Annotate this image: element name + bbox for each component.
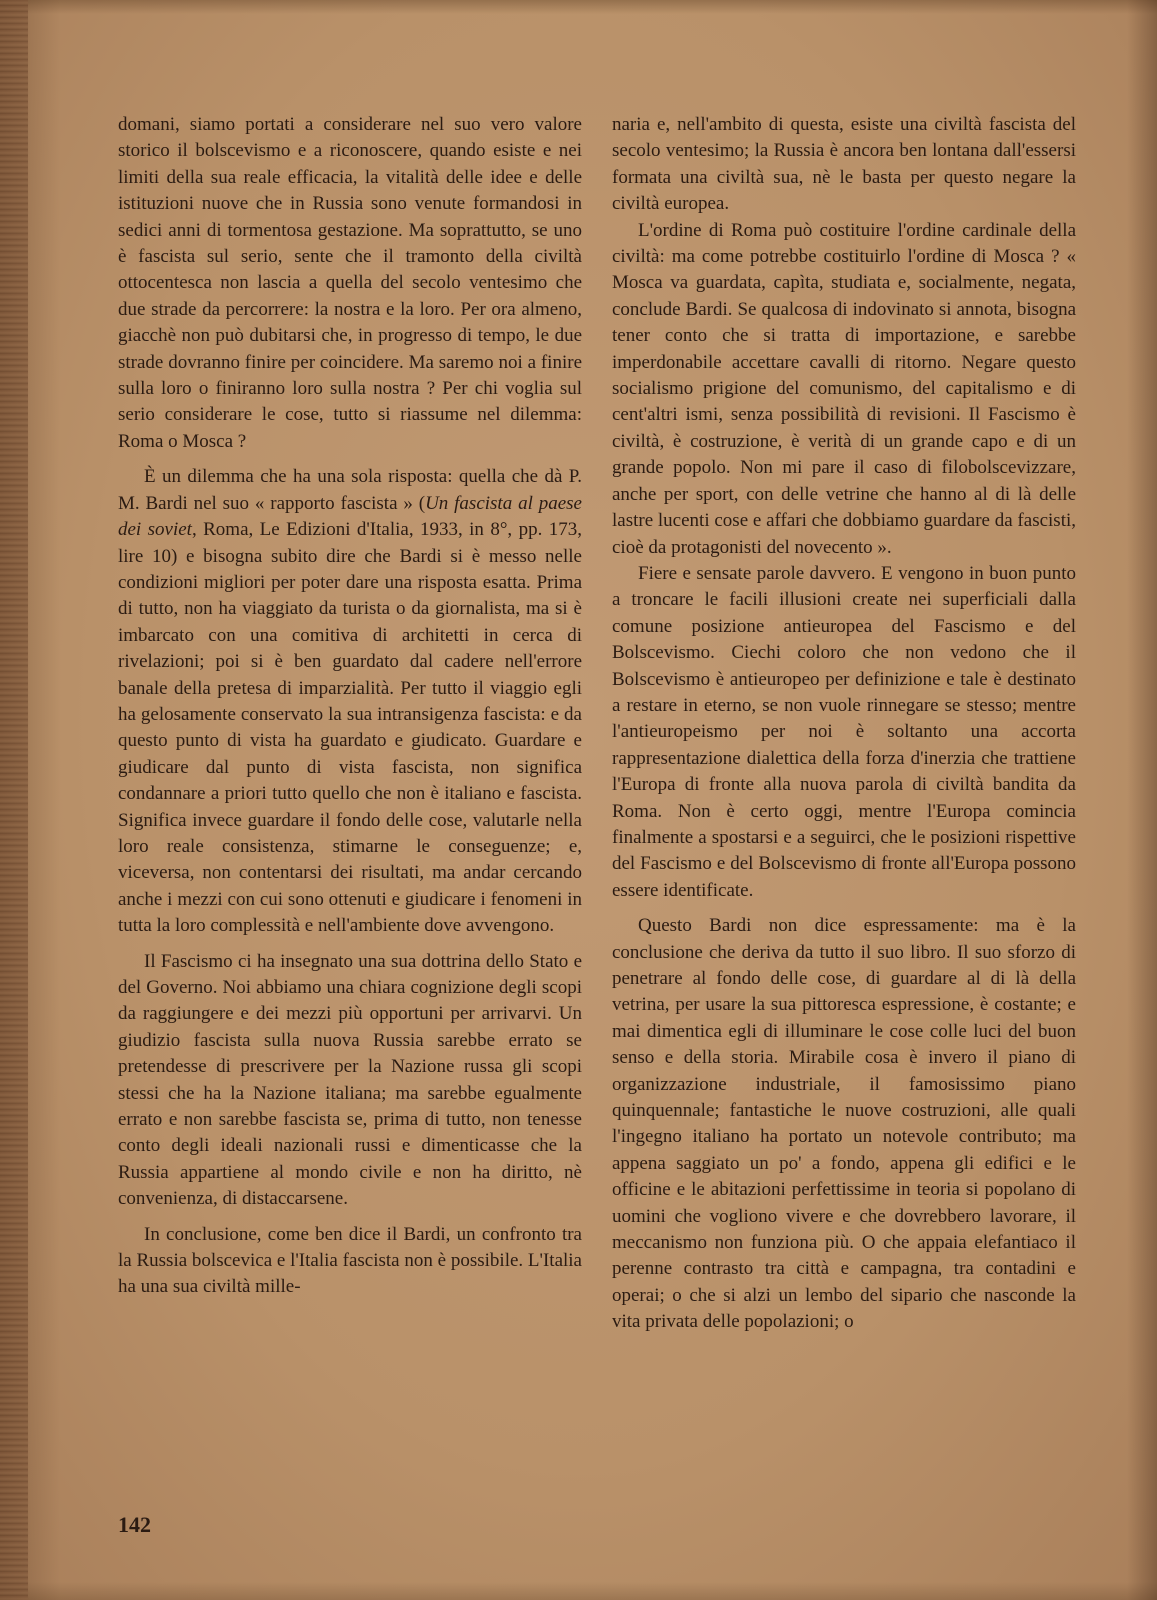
paragraph-text: , Roma, Le Edizioni d'Italia, 1933, in 8°, pp. 173, lire 10) e bisogna subito dire che Bardi si è messo nelle condizioni migliori per poter dare una risposta esatta. Prima di tutto, non ha viaggiato da turista o da giornalista, ma si è imbarcato con una comitiva di architetti in cerca di rivelazioni; poi si è ben guardato dal cadere nell'errore banale della pretesa di imparzialità. Per tutto il viaggio egli ha gelosamente conservato la sua intransigenza fascista: e da questo punto di vista ha guardato e giudicato. Guardare e giudicare dal punto di vista fascista, non significa condannare a priori tutto quello che non è italiano e fascista. Significa invece guardare il fondo delle cose, valutarle nella loro reale consistenza, stimarne le conseguenze; e, viceversa, non contentarsi dei risultati, ma andar cercando anche i mezzi con cui sono ottenuti e giudicare i fenomeni in tutta la loro complessità e nell'ambiente dove avvengono. — [118, 519, 583, 937]
left-text-column — [118, 112, 582, 1301]
right-text-column — [612, 112, 1076, 1336]
paragraph: Questo Bardi non dice espressamente: ma è la conclusione che deriva da tutto il suo libro. Il suo sforzo di penetrare al fondo delle cose, di guardare al di là della vetrina, per usare la sua pittoresca espressione, è costante; e mai dimentica egli di illuminare le cose colle luci del buon senso e della storia. Mirabile cosa è invero il piano di organizzazione industriale, il famosissimo piano quinquennale; fantastiche le nuove costruzioni, alle quali l'ingegno italiano ha portato un notevole contributo; ma appena saggiato un po' a fondo, appena gli edifici e le officine e le abitazioni perfettissime in teoria si popolano di uomini che vogliono vivere e che dovrebbero lavorare, il meccanismo non funziona più. O che appaia elefantiaco il perenne contrasto tra città e campagna, tra contadini e operai; o che si alzi un lembo del sipario che nasconde la vita privata delle popolazioni; o — [612, 915, 1076, 1333]
book-spine-shadow — [0, 0, 28, 1600]
page-number: 142 — [118, 1512, 151, 1537]
paragraph-quote: L'ordine di Roma può costituire l'ordine cardinale della civiltà: ma come potrebbe costituirlo l'ordine di Mosca ? « Mosca va guardata, capìta, studiata e, socialmente, negata, conclude Bardi. Se qualcosa di indovinato si annota, bisogna tener conto che si tratta di importazione, e sarebbe imperdonabile accettare cavalli di ritorno. Negare questo socialismo prigione del comunismo, del capitalismo e di cent'altri ismi, senza possibilità di revisioni. Il Fascismo è civiltà, è costruzione, è verità di un grande capo e di un grande popolo. Non mi pare il caso di filobolscevizzare, anche per sport, con delle vetrine che hanno al di là delle lastre lucenti cose e affari che dobbiamo guardare da fascisti, cioè da protagonisti del novecento ». — [612, 219, 1076, 558]
paragraph: Fiere e sensate parole davvero. E vengono in buon punto a troncare le facili illusioni create nei superficiali dalla comune posizione antieuropea del Fascismo e del Bolscevismo. Ciechi coloro che non vedono che il Bolscevismo è antieuropeo per definizione e tale è destinato a restare in eterno, se non vuole rinnegare se stesso; mentre l'antieuropeismo per noi è soltanto una accorta rappresentazione dialettica della forza d'inerzia che trattiene l'Europa di fronte alla nuova parola di civiltà bandita da Roma. Non è certo oggi, mentre l'Europa comincia finalmente a spostarsi e a seguirci, che le posizioni rispettive del Fascismo e del Bolscevismo di fronte all'Europa possono essere identificate. — [612, 562, 1076, 901]
paragraph-text: È un dilemma che ha una sola risposta: quella che dà P. M. Bardi nel suo « rapporto fascista » ( — [118, 466, 582, 514]
paragraph: naria e, nell'ambito di questa, esiste una civiltà fascista del secolo ventesimo; la Russia è ancora ben lontana dall'essersi formata una civiltà sua, nè le basta per questo negare la civiltà europea. — [612, 114, 1076, 215]
paragraph: Il Fascismo ci ha insegnato una sua dottrina dello Stato e del Governo. Noi abbiamo una chiara cognizione degli scopi da raggiungere e dei mezzi più opportuni per arrivarvi. Un giudizio fascista sulla nuova Russia sarebbe errato se pretendesse di prescrivere per la Nazione russa gli scopi stessi che ha la Nazione italiana; ma sarebbe egualmente errato e non sarebbe fascista se, prima di tutto, non tenesse conto degli ideali nazionali russi e dimenticasse che la Russia appartiene al mondo civile e non ha diritto, nè convenienza, di distaccarsene. — [118, 950, 582, 1210]
paragraph: domani, siamo portati a considerare nel suo vero valore storico il bolscevismo e a riconoscere, quando esiste e nei limiti della sua reale efficacia, la vitalità delle idee e delle istituzioni nuove che in Russia sono venute formandosi in sedici anni di tormentosa gestazione. Ma soprattutto, se uno è fascista sul serio, sente che il tramonto della civiltà ottocentesca non lascia a quella del secolo ventesimo che due strade da percorrere: la nostra e la loro. Per ora almeno, giacchè non può dubitarsi che, in progresso di tempo, le due strade dovranno finire per coincidere. Ma saremo noi a finire sulla loro o finiranno loro sulla nostra ? Per chi voglia sul serio considerare le cose, tutto si riassume nel dilemma: Roma o Mosca ? — [118, 114, 582, 452]
paragraph-bardi-report — [118, 464, 582, 939]
paragraph: In conclusione, come ben dice il Bardi, un confronto tra la Russia bolscevica e l'Italia fascista non è possibile. L'Italia ha una sua civiltà mille- — [118, 1223, 582, 1298]
book-title: Un fascista al paese dei soviet — [118, 492, 582, 541]
